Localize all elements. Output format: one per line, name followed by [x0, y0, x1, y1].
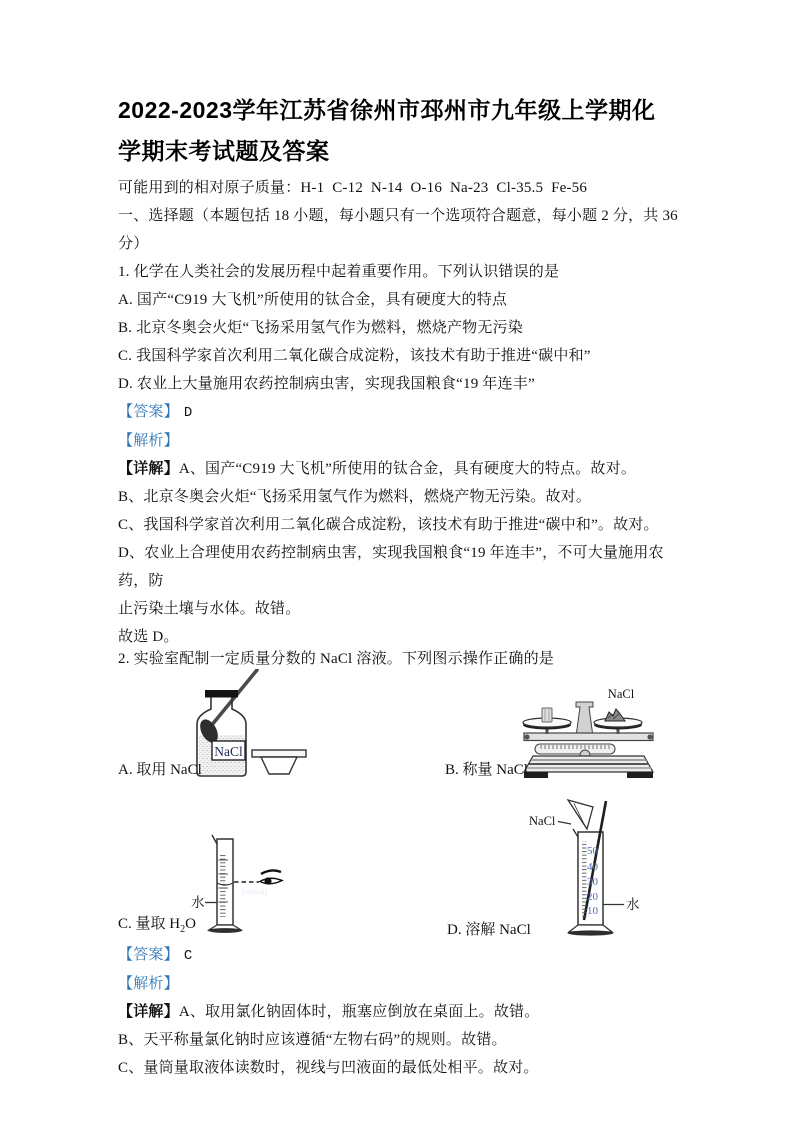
question-1-option-d: D. 农业上大量施用农药控制病虫害，实现我国粮食“19 年连丰” [118, 376, 535, 392]
question-1-detail-c: C、我国科学家首次利用二氧化碳合成淀粉，该技术有助于推进“碳中和”。故对。 [118, 517, 659, 533]
nacl-pile [605, 709, 625, 721]
cylinder-ticks [580, 841, 587, 918]
balance-beam [524, 733, 653, 741]
question-1-conclusion: 故选 D。 [118, 629, 179, 645]
scale-20: 20 [587, 891, 598, 903]
reagent-bottle-diagram [194, 669, 319, 781]
scale-40: 40 [587, 861, 598, 873]
balance-nacl-text: NaCl [607, 687, 635, 701]
question-2-answer-line [118, 941, 678, 970]
question-1-analysis-line [118, 427, 678, 455]
stopper-top [252, 750, 306, 757]
question-1-detail-b: B、北京冬奥会火炬“飞扬采用氢气作为燃料，燃烧产物无污染。故对。 [118, 489, 592, 505]
cylinder-foot [568, 930, 614, 935]
analysis-marker: 【解析】 [118, 433, 179, 449]
nacl-pointer-line [558, 822, 571, 825]
figure-d-label: D. 溶解 NaCl [447, 922, 531, 938]
bottle-label-text: NaCl [214, 744, 243, 759]
scale-10: 10 [587, 905, 598, 917]
detail-text: A、国产“C919 大飞机”所使用的钛合金，具有硬度大的特点。故对。 [178, 461, 637, 477]
question-1-option-c: C. 我国科学家首次利用二氧化碳合成淀粉，该技术有助于推进“碳中和” [118, 348, 591, 364]
funnel-nacl-text: NaCl [529, 814, 556, 828]
scale-30: 30 [587, 876, 598, 888]
question-2-analysis-line [118, 970, 678, 998]
figure-row-1 [118, 669, 680, 781]
paper-funnel [568, 800, 593, 829]
figure-a-label: A. 取用 NaCl [118, 762, 202, 778]
detail-marker: 【详解】 [118, 1004, 179, 1020]
scale-50: 50 [587, 845, 598, 857]
question-2-detail-a [118, 998, 678, 1026]
water-label: 水 [626, 897, 640, 912]
figure-c-label-suffix: O [185, 916, 196, 932]
detail-marker: 【详解】 [118, 461, 179, 477]
question-1-detail-a [118, 455, 678, 483]
rider-ruler [535, 744, 615, 754]
eye-pupil [264, 877, 271, 884]
weight-cylinder [542, 708, 552, 722]
base-foot-right [627, 772, 653, 778]
cylinder-foot [208, 928, 242, 933]
question-1-detail-d2: 止污染土壤与水体。故错。 [118, 601, 301, 617]
question-1-answer-line [118, 398, 678, 427]
watermark-text: Jyeoo.c [240, 888, 268, 898]
figure-c-label-prefix: C. 量取 H [118, 916, 181, 932]
question-2-detail-c: C、量筒量取液体读数时，视线与凹液面的最低处相平。故对。 [118, 1060, 539, 1076]
question-1-detail-d1: D、农业上合理使用农药控制病虫害，实现我国粮食“19 年连丰”，不可大量施用农药，防 [118, 545, 664, 589]
analysis-marker: 【解析】 [118, 976, 179, 992]
answer-letter: C [183, 948, 193, 964]
water-label: 水 [191, 895, 205, 910]
balance-pillar [576, 702, 593, 733]
question-1-option-b: B. 北京冬奥会火炬“飞扬采用氢气作为燃料，燃烧产物无污染 [118, 320, 523, 336]
question-1-stem: 1. 化学在人类社会的发展历程中起着重要作用。下列认识错误的是 [118, 264, 560, 280]
dissolving-nacl-diagram [518, 793, 646, 938]
question-1-option-a: A. 国产“C919 大飞机”所使用的钛合金，具有硬度大的特点 [118, 292, 508, 308]
section-header: 一、选择题（本题包括 18 小题，每小题只有一个选项符合题意，每小题 2 分，共 36 分） [118, 208, 678, 252]
stopper-body [261, 757, 297, 774]
figure-b-label: B. 称量 NaCl [445, 762, 528, 778]
atomic-mass-line: 可能用到的相对原子质量：H-1 C-12 N-14 O-16 Na-23 Cl-35.5 Fe-56 [118, 180, 588, 196]
answer-letter: D [183, 405, 193, 421]
beam-knob-right [647, 734, 652, 739]
scale-numbers [587, 845, 599, 917]
answer-marker: 【答案】 [118, 404, 179, 420]
detail-text: A、取用氯化钠固体时，瓶塞应倒放在桌面上。故错。 [178, 1004, 540, 1020]
eyebrow [261, 870, 281, 874]
question-2-stem: 2. 实验室配制一定质量分数的 NaCl 溶液。下列图示操作正确的是 [118, 651, 554, 667]
figure-c-label-subscript: 2 [180, 924, 186, 935]
beam-knob-left [524, 734, 529, 739]
graduated-cylinder-reading-diagram [188, 833, 303, 933]
bottle-rim [205, 690, 238, 698]
page-title: 2022-2023学年江苏省徐州市邳州市九年级上学期化学期末考试题及答案 [118, 97, 656, 164]
figure-c-label [118, 916, 196, 938]
question-2-detail-b: B、天平称量氯化钠时应该遵循“左物右码”的规则。故错。 [118, 1032, 507, 1048]
answer-marker: 【答案】 [118, 947, 179, 963]
balance-scale-diagram [521, 685, 656, 780]
figure-row-2 [118, 793, 680, 941]
